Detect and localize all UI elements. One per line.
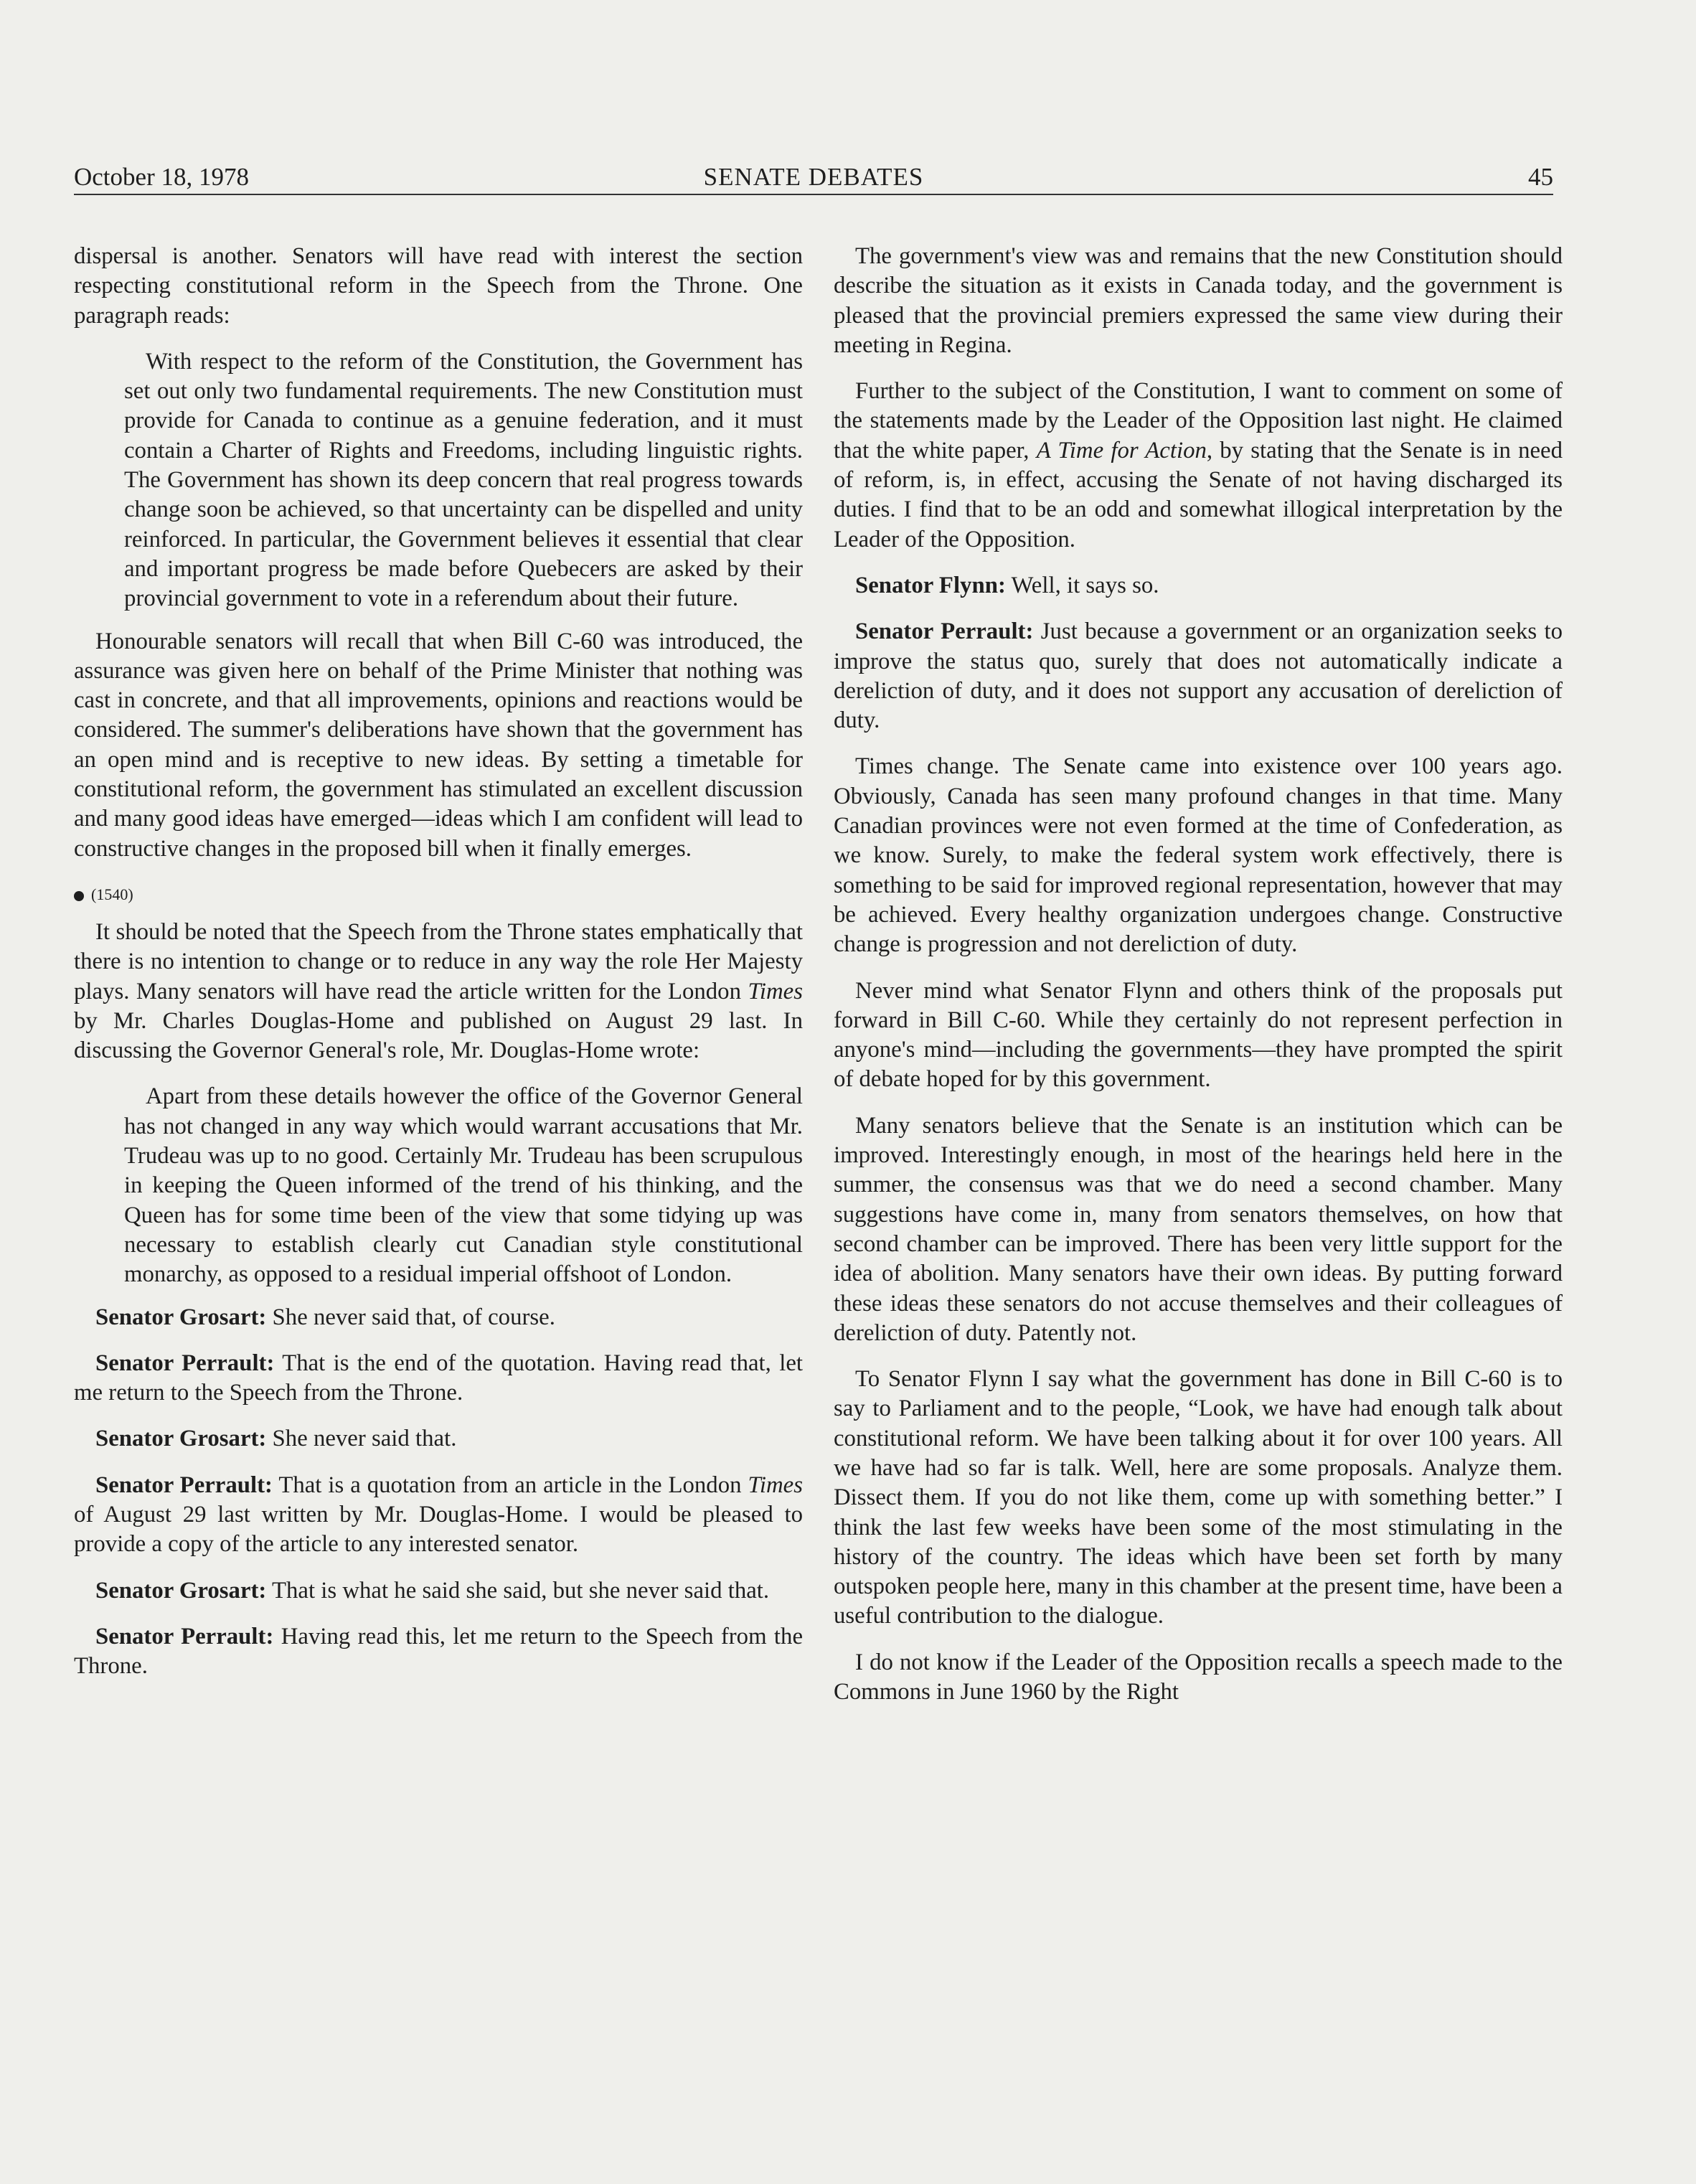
speech (74, 1471, 803, 1560)
paragraph-text: It should be noted that the Speech from the Throne states emphatically that there is no intention to change or to reduce in any way the role Her Majesty plays. Many senators will have read the article written for the London (74, 918, 803, 1004)
time-marker (74, 880, 803, 909)
paragraph: Times change. The Senate came into existence over 100 years ago. Obviously, Canada has seen many profound changes in that time. Many Canadian provinces were not even formed at the time of Confederation, as we know. Surely, to make the federal system work effectively, there is something to be said for improved regional representation, however that may be achieved. Every healthy organization undergoes change. Constructive change is progression and not dereliction of duty. (834, 753, 1563, 958)
paragraph: Never mind what Senator Flynn and others think of the proposals put forward in Bill C-60. While they certainly do not represent perfection in anyone's mind—including the governments—they have prompted the spirit of debate hoped for by this government. (834, 977, 1563, 1093)
speech (74, 1303, 803, 1332)
speaker-name: Senator Perrault: (95, 1350, 275, 1376)
speaker-name: Senator Grosart: (95, 1304, 267, 1330)
paragraph: Many senators believe that the Senate is an institution which can be improved. Interestingly enough, in most of the hearings held here in the summer, the consensus was that we do need a second chamber. Many suggestions have come in, many from senators themselves, on how that second chamber can be improved. There has been very little support for the idea of abolition. Many senators have their own ideas. By putting forward these ideas these senators do not accuse themselves and their colleagues of dereliction of duty. Patently not. (834, 1112, 1563, 1346)
running-head (74, 159, 1553, 195)
left-column (74, 242, 803, 1698)
speaker-name: Senator Perrault: (855, 618, 1034, 645)
speaker-name: Senator Grosart: (95, 1426, 267, 1452)
paragraph-text: , by stating that the Senate is in need of reform, is, in effect, accusing the Senate of not having discharged its duties. I find that to be an odd and somewhat illogical interpretation by the Leader of the Opposition. (834, 437, 1563, 552)
speaker-name: Senator Grosart: (95, 1577, 267, 1604)
speech (834, 571, 1563, 601)
paragraph-text: by Mr. Charles Douglas-Home and published on August 29 last. In discussing the Governor General's role, Mr. Douglas-Home wrote: (74, 1007, 803, 1064)
header-title: SENATE DEBATES (703, 163, 924, 191)
speech (834, 617, 1563, 735)
speaker-name: Senator Perrault: (95, 1623, 274, 1649)
speech-text: Having read this, let me return to the Speech from the Throne. (74, 1623, 803, 1680)
speaker-name: Senator Perrault: (95, 1472, 273, 1498)
paragraph: The government's view was and remains that the new Constitution should describe the situation as it exists in Canada today, and the government is pleased that the provincial premiers expressed the same view during their meeting in Regina. (834, 243, 1563, 358)
paragraph-text: Further to the subject of the Constitution, I want to comment on some of the statements made by the Leader of the Opposition last night. He claimed that the white paper, (834, 378, 1563, 463)
block-quote: With respect to the reform of the Constitution, the Government has set out only two fundamental requirements. The new Constitution must provide for Canada to continue as a genuine federation, and it must contain a Charter of Rights and Freedoms, including linguistic rights. The Government has shown its deep concern that real progress towards change soon be achieved, so that uncertainty can be dispelled and unity reinforced. In particular, the Government believes it essential that clear and important progress be made before Quebecers are asked by their provincial government to vote in a referendum about their future. (124, 348, 803, 612)
italic-title: Times (748, 978, 803, 1004)
speech (74, 1576, 803, 1606)
italic-title: Times (748, 1472, 803, 1498)
speech-text: Just because a government or an organization seeks to improve the status quo, surely that does not automatically indicate a dereliction of duty, and it does not support any accusation of dereliction of duty. (834, 618, 1563, 734)
paragraph: dispersal is another. Senators will have read with interest the section respecting constitutional reform in the Speech from the Throne. One paragraph reads: (74, 243, 803, 329)
paragraph (834, 377, 1563, 555)
speech-text: Well, it says so. (1005, 572, 1159, 598)
italic-title: A Time for Action (1036, 437, 1207, 463)
paragraph: I do not know if the Leader of the Opposition recalls a speech made to the Commons in June 1960 by the Right (834, 1649, 1563, 1705)
speech-text: of August 29 last written by Mr. Douglas-Home. I would be pleased to provide a copy of the article to any interested senator. (74, 1501, 803, 1558)
time-marker-label: (1540) (91, 885, 133, 903)
speech (74, 1424, 803, 1454)
speech (74, 1349, 803, 1408)
header-rule (74, 194, 1553, 195)
speech (74, 1622, 803, 1682)
speech-text: She never said that, of course. (266, 1304, 555, 1330)
bullet-icon (74, 891, 84, 901)
paragraph: Honourable senators will recall that when Bill C-60 was introduced, the assurance was given here on behalf of the Prime Minister that nothing was cast in concrete, and that all improvements, opinions and reactions would be considered. The summer's deliberations have shown that the government has an open mind and is receptive to new ideas. By setting a timetable for constitutional reform, the government has stimulated an excellent discussion and many good ideas have emerged—ideas which I am confident will lead to constructive changes in the proposed bill when it finally emerges. (74, 628, 803, 862)
speech-text: That is what he said she said, but she never said that. (266, 1577, 770, 1604)
speech-text: That is a quotation from an article in the London (272, 1472, 748, 1498)
page-number: 45 (1528, 163, 1553, 191)
block-quote: Apart from these details however the office of the Governor General has not changed in any way which would warrant accusations that Mr. Trudeau was up to no good. Certainly Mr. Trudeau has been scrupulous in keeping the Queen informed of the trend of his thinking, and the Queen has for some time been of the view that some tidying up was necessary to establish clearly cut Canadian style constitutional monarchy, as opposed to a residual imperial offshoot of London. (124, 1083, 803, 1288)
speech-text: She never said that. (266, 1426, 457, 1452)
header-date: October 18, 1978 (74, 163, 249, 191)
speech-text: That is the end of the quotation. Having read that, let me return to the Speech from the Throne. (74, 1350, 803, 1406)
right-column (834, 242, 1563, 1723)
paragraph: To Senator Flynn I say what the government has done in Bill C-60 is to say to Parliament and to the people, “Look, we have had enough talk about constitutional reform. We have been talking about it for over 100 years. All we have had so far is talk. Well, here are some proposals. Analyze them. Dissect them. If you do not like them, come up with something better.” I think the last few weeks have been some of the most stimulating in the history of the country. The ideas which have been set forth by many outspoken people here, many in this chamber at the present time, have been a useful contribution to the dialogue. (834, 1366, 1563, 1629)
speaker-name: Senator Flynn: (855, 572, 1006, 598)
paragraph (74, 918, 803, 1065)
